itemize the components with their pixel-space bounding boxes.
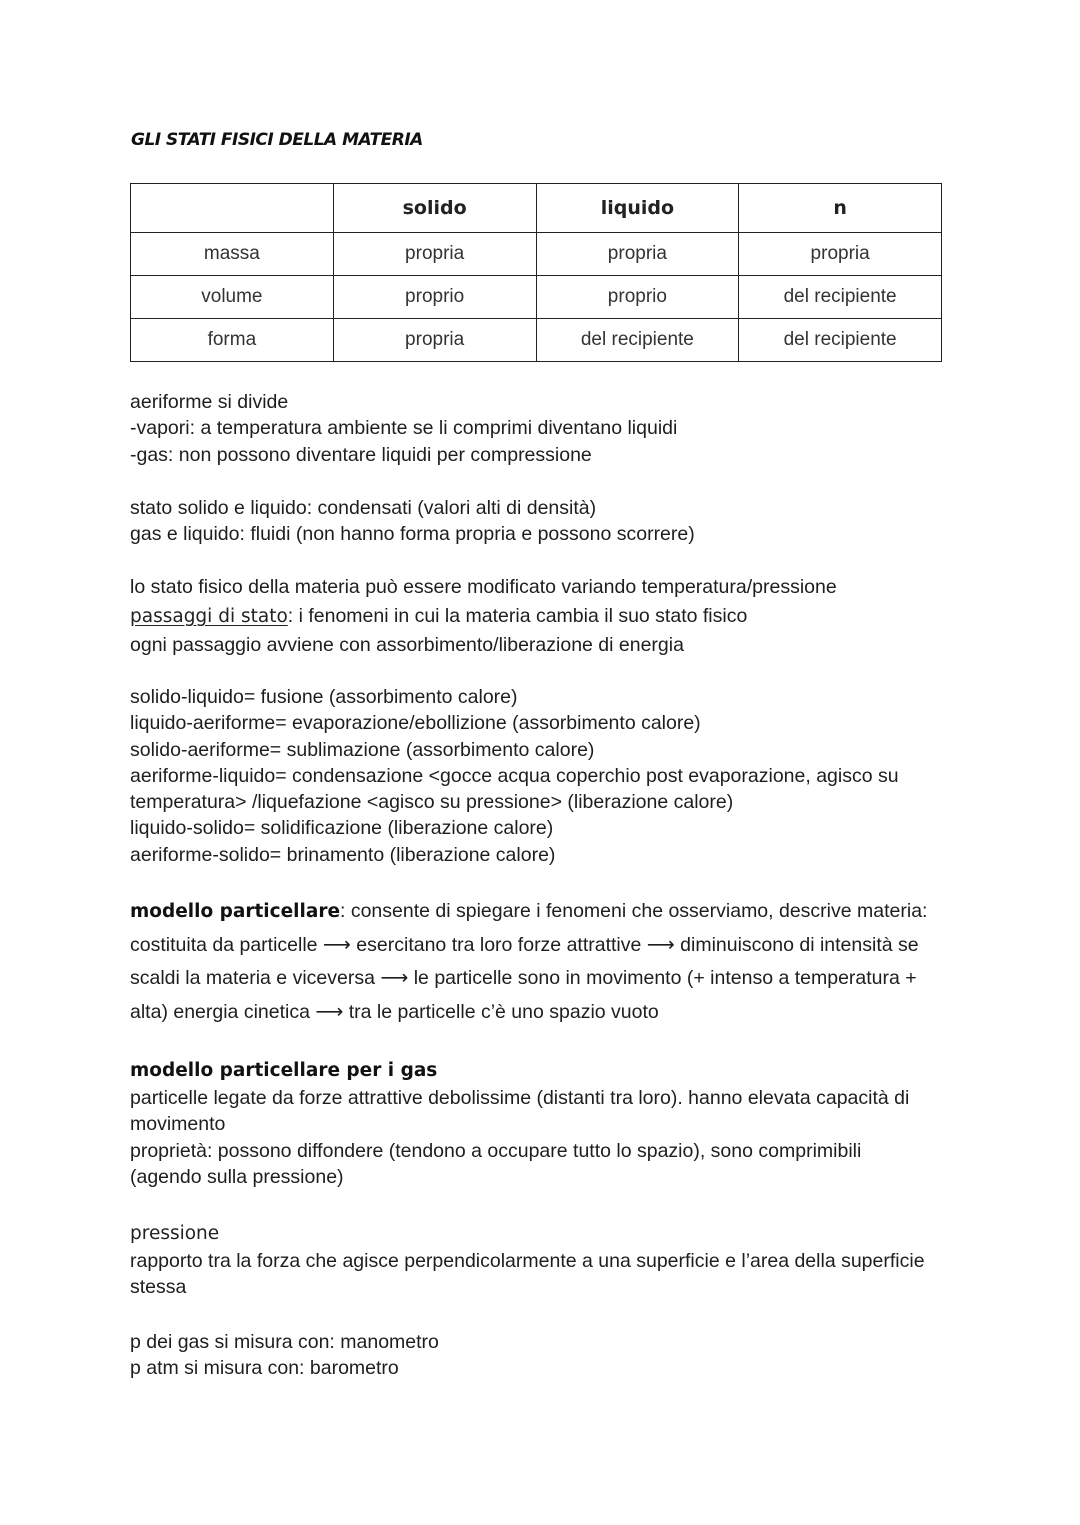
text-line: -gas: non possono diventare liquidi per compressione (130, 443, 592, 466)
table-cell: forma (131, 319, 334, 362)
text-line: temperatura> /liquefazione <agisco su pressione> (liberazione calore) (130, 791, 734, 814)
table-header-cell: n (739, 184, 942, 233)
pressione-heading: pressione (130, 1223, 220, 1244)
text-line: solido-aeriforme= sublimazione (assorbimento calore) (130, 738, 595, 761)
table-cell: proprio (333, 276, 536, 319)
gas-heading: modello particellare per i gas (130, 1060, 438, 1081)
table-header-cell (131, 184, 334, 233)
page-title: GLI STATI FISICI DELLA MATERIA (131, 130, 423, 150)
table-cell: del recipiente (536, 319, 739, 362)
table-header-cell: solido (333, 184, 536, 233)
text-line: rapporto tra la forza che agisce perpendicolarmente a una superficie e l’area della superficie (130, 1250, 925, 1272)
text-line: aeriforme si divide (130, 391, 289, 413)
passaggi-definition: : i fenomeni in cui la materia cambia il suo stato fisico (287, 605, 748, 627)
table-cell: proprio (536, 276, 739, 319)
text-line: ogni passaggio avviene con assorbimento/liberazione di energia (130, 634, 684, 656)
table-cell: del recipiente (739, 276, 942, 319)
table-cell: del recipiente (739, 319, 942, 362)
table-cell: volume (131, 276, 334, 319)
text-line: p dei gas si misura con: manometro (130, 1331, 439, 1353)
misura-section (130, 1329, 950, 1382)
text-line: solido-liquido= fusione (assorbimento calore) (130, 686, 518, 708)
table-row (131, 233, 942, 276)
text-line: stessa (130, 1276, 187, 1299)
table-header-row (131, 184, 942, 233)
text-line (130, 895, 950, 929)
text-line: particelle legate da forze attrattive debolissime (distanti tra loro). hanno elevata capacità di (130, 1087, 910, 1109)
condensati-section (130, 495, 950, 548)
states-table (130, 183, 942, 362)
text-line: aeriforme-solido= brinamento (liberazione calore) (130, 843, 556, 866)
text-line: -vapori: a temperatura ambiente se li comprimi diventano liquidi (130, 417, 678, 440)
modello-definition: : consente di spiegare i fenomeni che osserviamo, descrive materia: (340, 900, 928, 922)
text-line: alta) energia cinetica ⟶ tra le particelle c’è uno spazio vuoto (130, 1000, 659, 1023)
table-cell: propria (739, 233, 942, 276)
passaggi-section (130, 573, 950, 660)
text-line: stato solido e liquido: condensati (valori alti di densità) (130, 497, 597, 519)
text-line: liquido-solido= solidificazione (liberazione calore) (130, 817, 554, 840)
table-cell: propria (536, 233, 739, 276)
table-header-cell: liquido (536, 184, 739, 233)
gas-section (130, 1057, 950, 1190)
table-row (131, 276, 942, 319)
text-line: lo stato fisico della materia può essere modificato variando temperatura/pressione (130, 576, 837, 598)
modello-term: modello particellare (130, 901, 340, 922)
table-cell: propria (333, 233, 536, 276)
modello-section (130, 895, 950, 1029)
text-line: p atm si misura con: barometro (130, 1357, 399, 1380)
text-line: aeriforme-liquido= condensazione <gocce acqua coperchio post evaporazione, agisco su (130, 764, 899, 787)
text-line: movimento (130, 1113, 226, 1136)
text-line: costituita da particelle ⟶ esercitano tra loro forze attrattive ⟶ diminuiscono di intensità se (130, 933, 919, 956)
text-line: proprietà: possono diffondere (tendono a occupare tutto lo spazio), sono comprimibili (130, 1139, 862, 1162)
passaggi-term: passaggi di stato (130, 606, 288, 627)
table-row (131, 319, 942, 362)
pressione-section (130, 1220, 950, 1301)
aeriforme-section (130, 389, 950, 468)
transitions-section (130, 684, 950, 868)
text-line: gas e liquido: fluidi (non hanno forma propria e possono scorrere) (130, 523, 695, 546)
text-line: liquido-aeriforme= evaporazione/ebollizione (assorbimento calore) (130, 712, 701, 735)
table-cell: propria (333, 319, 536, 362)
table-cell: massa (131, 233, 334, 276)
text-line: (agendo sulla pressione) (130, 1165, 344, 1188)
text-line: scaldi la materia e viceversa ⟶ le particelle sono in movimento (+ intenso a temperatura + (130, 967, 917, 990)
text-line (130, 602, 950, 631)
